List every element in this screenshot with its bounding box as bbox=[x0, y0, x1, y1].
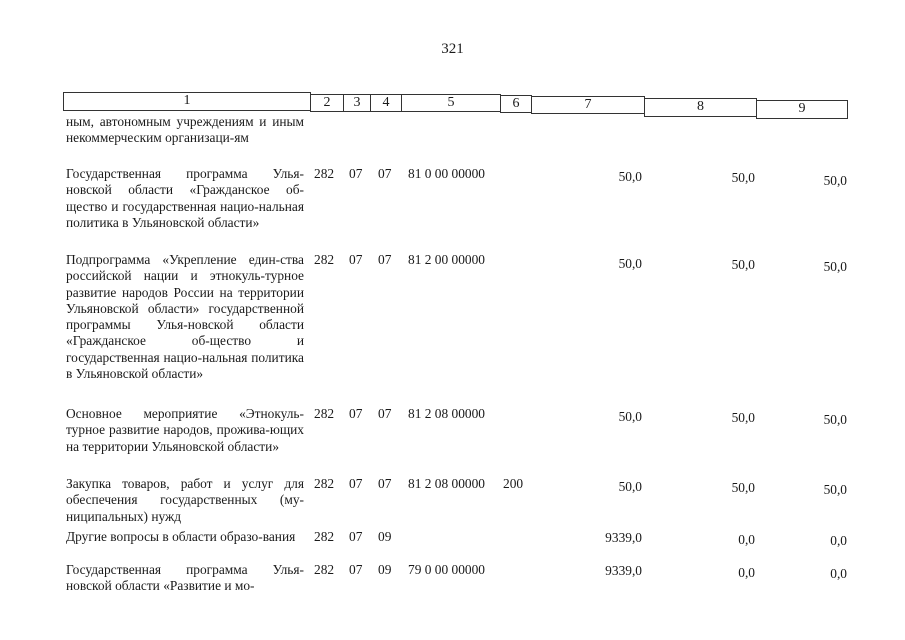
grbs-code: 282 bbox=[314, 476, 335, 491]
section-code: 07 bbox=[349, 476, 363, 491]
subsection-code: 07 bbox=[378, 476, 392, 491]
amount-col8: 0,0 bbox=[738, 532, 755, 547]
expense-type-code: 200 bbox=[503, 476, 524, 491]
subsection-code: 09 bbox=[378, 562, 392, 577]
section-code: 07 bbox=[349, 562, 363, 577]
amount-col8: 50,0 bbox=[731, 480, 755, 495]
grbs-code: 282 bbox=[314, 406, 335, 421]
amount-col9: 50,0 bbox=[823, 259, 847, 274]
grbs-code: 282 bbox=[314, 166, 335, 181]
row-description: Основное мероприятие «Этнокуль-турное развитие народов, прожива-ющих на территории Ульяновской области» bbox=[66, 406, 304, 454]
grbs-code: 282 bbox=[314, 562, 335, 577]
section-code: 07 bbox=[349, 252, 363, 267]
amount-col7: 50,0 bbox=[618, 479, 642, 494]
row-description: Государственная программа Улья-новской области «Развитие и мо- bbox=[66, 562, 304, 594]
amount-col9: 50,0 bbox=[823, 412, 847, 427]
subsection-code: 07 bbox=[378, 406, 392, 421]
section-code: 07 bbox=[349, 529, 363, 544]
amount-col7: 50,0 bbox=[618, 409, 642, 424]
amount-col9: 50,0 bbox=[823, 482, 847, 497]
header-cell-5: 5 bbox=[401, 94, 501, 112]
target-article-code: 81 2 00 00000 bbox=[408, 252, 485, 267]
header-cell-9: 9 bbox=[756, 100, 848, 119]
amount-col7: 50,0 bbox=[618, 256, 642, 271]
amount-col8: 50,0 bbox=[731, 170, 755, 185]
amount-col8: 50,0 bbox=[731, 257, 755, 272]
header-cell-2: 2 bbox=[310, 94, 344, 112]
row-description: Подпрограмма «Укрепление един-ства российской нации и этнокуль-турное развитие народов России на территории Ульяновской области» государственной программы Улья-новской области «Гражданское об-щество и государственная нацио-нальная политика в Ульяновской области» bbox=[66, 252, 304, 382]
header-cell-7: 7 bbox=[531, 96, 645, 114]
subsection-code: 09 bbox=[378, 529, 392, 544]
amount-col7: 50,0 bbox=[618, 169, 642, 184]
page-number: 321 bbox=[441, 41, 464, 57]
amount-col9: 50,0 bbox=[823, 173, 847, 188]
grbs-code: 282 bbox=[314, 252, 335, 267]
section-code: 07 bbox=[349, 406, 363, 421]
row-description: Государственная программа Улья-новской области «Гражданское об-щество и государственная нацио-нальная политика в Ульяновской области» bbox=[66, 166, 304, 230]
row-description: ным, автономным учреждениям и иным некоммерческим организаци-ям bbox=[66, 114, 304, 146]
target-article-code: 79 0 00 00000 bbox=[408, 562, 485, 577]
subsection-code: 07 bbox=[378, 166, 392, 181]
row-description: Закупка товаров, работ и услуг для обеспечения государственных (му-ниципальных) нужд bbox=[66, 476, 304, 524]
section-code: 07 bbox=[349, 166, 363, 181]
target-article-code: 81 0 00 00000 bbox=[408, 166, 485, 181]
amount-col8: 50,0 bbox=[731, 410, 755, 425]
subsection-code: 07 bbox=[378, 252, 392, 267]
amount-col9: 0,0 bbox=[830, 566, 847, 581]
amount-col7: 9339,0 bbox=[605, 530, 642, 545]
amount-col8: 0,0 bbox=[738, 565, 755, 580]
target-article-code: 81 2 08 00000 bbox=[408, 476, 485, 491]
header-cell-6: 6 bbox=[500, 95, 532, 113]
target-article-code: 81 2 08 00000 bbox=[408, 406, 485, 421]
amount-col9: 0,0 bbox=[830, 533, 847, 548]
header-cell-8: 8 bbox=[644, 98, 757, 117]
row-description: Другие вопросы в области образо-вания bbox=[66, 529, 296, 544]
grbs-code: 282 bbox=[314, 529, 335, 544]
amount-col7: 9339,0 bbox=[605, 563, 642, 578]
header-cell-4: 4 bbox=[370, 94, 402, 112]
header-cell-1: 1 bbox=[63, 92, 311, 111]
header-cell-3: 3 bbox=[343, 94, 371, 112]
